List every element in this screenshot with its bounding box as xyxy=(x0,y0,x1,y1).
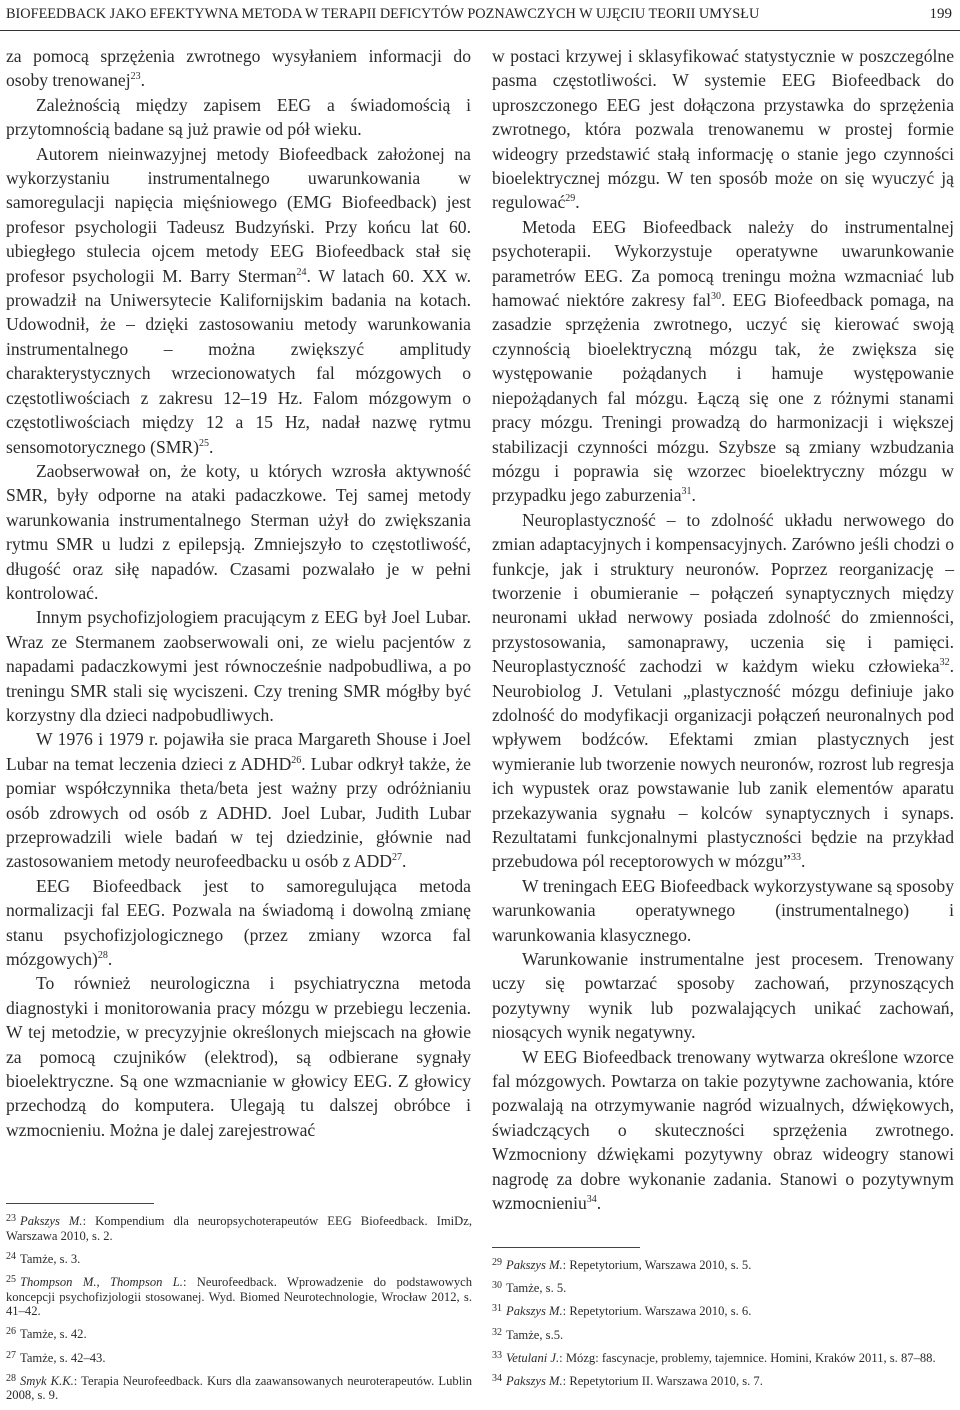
footnote-ref: 25 xyxy=(199,437,210,449)
paragraph xyxy=(492,44,954,215)
paragraph xyxy=(492,874,954,947)
footnote-text: : Kompendium dla neuropsychoterapeutów EEG Biofeedback. ImiDz, Warszawa 2010, s. 2. xyxy=(6,1214,472,1243)
footnote-ref: 34 xyxy=(586,1194,597,1206)
paragraph-text: Zależnością między zapisem EEG a świadomością i przytomnością badane są już prawie od pół wieku. xyxy=(6,94,471,140)
footnote-ref: 29 xyxy=(565,193,576,205)
footnote-number: 23 xyxy=(6,1213,16,1224)
footnote-ref: 28 xyxy=(97,950,108,962)
footnote-number: 24 xyxy=(6,1250,16,1262)
paragraph-text: w postaci krzywej i sklasyfikować statystycznie w poszczególne pasma częstotliwości. W systemie EEG Biofeedback do uproszczonego EEG jest dołączona przystawka do sprzężenia zwrotnego, która pozwala trenowanemu w prostej formie wideogry przedstawić stałą informację o stanie jego czynności bioelektrycznej mózgu. W ten sposób może on się wyuczyć ją regulować xyxy=(492,46,954,213)
paragraph-text: . W latach 60. XX w. prowadził na Uniwersytecie Kalifornijskim badania na kotach. Udowodnił, że – dzięki zastosowaniu metody warunkowania instrumentalnego – można zwiększyć amplitudy charakterystycznych wrzecionowatych fal mózgowych o częstotliwościach z zakresu 12–19 Hz. Falom mózgowym o częstotliwościach między 12 a 15 Hz, nadał nazwę rytmu sensomotorycznego (SMR) xyxy=(6,265,471,457)
footnote-author: Smyk K.K. xyxy=(20,1373,74,1388)
footnote-number: 34 xyxy=(492,1372,502,1384)
footnote xyxy=(6,1372,472,1403)
paragraph-text: . Neurobiolog J. Vetulani „plastyczność mózgu definiuje jako zdolność do modyfikacji organizacji połączeń neuronalnych pod wpływem bodźców. Efektami zmian plastycznych jest wymieranie lub tworzenie nowych neuronów, rozrost lub regresja ich wypustek oraz powstawanie lub zanik elementów aparatu przekazywania sygnału – kolców synaptycznych i synaps. Rezultatami funkcjonalnymi plastyczności będzie na przykład przebudowa pól receptorowych w mózgu” xyxy=(492,656,955,872)
paragraph-text: W EEG Biofeedback trenowany wytwarza określone wzorce fal mózgowych. Powtarza on takie pozytywne zachowania, które pozwalają na otrzymywanie nagród wizualnych, dźwiękowych, świadczących o skuteczności sprzężenia zwrotnego. Wzmocniony dźwiękami pozytywny obraz wideogry stanowi nagrodę za dobre wykonanie zadania. Stanowi o pozytywnym wzmocnieniu xyxy=(492,1046,954,1214)
footnote xyxy=(6,1250,472,1267)
footnote xyxy=(6,1349,472,1366)
paragraph-text: W 1976 i 1979 r. pojawiła sie praca Margareth Shouse i Joel Lubar na temat leczenia dzieci z ADHD xyxy=(6,729,471,774)
footnote-number: 25 xyxy=(6,1273,16,1285)
footnote-number: 29 xyxy=(492,1257,502,1268)
paragraph xyxy=(6,44,471,93)
paragraph-text: Zaobserwował on, że koty, u których wzrosła aktywność SMR, były odporne na ataki padaczkowe. Tej samej metody warunkowania instrumentalnego Sterman użył do zwiększania rytmu SMR u ludzi z epilepsją. Zmniejszyło to częstotliwość, długość oraz siłę napadów. Czasami pozwalało je w pełni kontrolować. xyxy=(6,460,471,603)
paragraph xyxy=(6,142,471,459)
footnote-author: Pakszys M. xyxy=(20,1214,83,1228)
footnote xyxy=(6,1273,472,1319)
footnote-author: Pakszys M. xyxy=(506,1258,563,1272)
footnote-text: Tamże, s. 3. xyxy=(20,1251,81,1266)
footnote-text: : Mózg: fascynacje, problemy, tajemnice. Homini, Kraków 2011, s. 87–88. xyxy=(559,1350,936,1365)
left-column xyxy=(6,44,471,1142)
running-header-title: BIOFEEDBACK JAKO EFEKTYWNA METODA W TERAPII DEFICYTÓW POZNAWCZYCH W UJĘCIU TEORII UMYSŁU xyxy=(6,6,760,22)
paragraph-text: Metoda EEG Biofeedback należy do instrumentalnej psychoterapii. Wykorzystuje operatywne uwarunkowanie parametrów EEG. Za pomocą treningu można wzmacniać lub hamować niektóre zakresy fal xyxy=(492,216,954,311)
paragraph xyxy=(492,947,954,1045)
footnote-text: : Terapia Neurofeedback. Kurs dla zaawansowanych neuroterapeutów. Lublin 2008, s. 9. xyxy=(6,1373,472,1403)
footnotes-left xyxy=(6,1203,472,1410)
paragraph-text: . xyxy=(596,1193,602,1214)
paragraph-text: za pomocą sprzężenia zwrotnego wysyłaniem informacji do osoby trenowanej xyxy=(6,46,471,91)
paragraph-text: . Lubar odkrył także, że pomiar współczynnika theta/beta jest ważny przy odróżnianiu osób zdrowych od osób z ADHD. Joel Lubar, Judith Lubar przeprowadzili wiele badań w tej dziedzinie, głównie nad zastosowaniem metody neurofeedbacku u osób z ADD xyxy=(6,753,471,872)
footnote-text: Tamże, s. 42. xyxy=(20,1327,87,1342)
paragraph xyxy=(6,605,471,727)
footnote xyxy=(6,1325,472,1342)
paragraph-text: W treningach EEG Biofeedback wykorzystywane są sposoby warunkowania operatywnego (instrumentalnego) i warunkowania klasycznego. xyxy=(492,875,954,945)
footnote-author: Thompson M., Thompson L. xyxy=(20,1274,183,1289)
footnote-ref: 26 xyxy=(291,754,302,766)
paragraph xyxy=(492,1045,954,1216)
footnote xyxy=(492,1372,954,1389)
footnote xyxy=(492,1326,954,1343)
footnote-author: Pakszys M. xyxy=(506,1304,563,1319)
paragraph xyxy=(6,874,471,972)
paragraph-text: Innym psychofizjologiem pracującym z EEG był Joel Lubar. Wraz ze Stermanem zaobserwowali oni, ze wielu pacjentów z napadami padaczkowymi jest równocześnie nadpobudliwa, a po treningu SMR stali się wyciszeni. Czy trening SMR mógłby być korzystny dla dzieci nadpobudliwych. xyxy=(6,607,471,725)
footnote-ref: 33 xyxy=(790,852,801,864)
footnote-author: Pakszys M. xyxy=(506,1373,563,1388)
paragraph-text: . xyxy=(401,851,407,872)
paragraph xyxy=(492,508,954,874)
paragraph-text: . xyxy=(800,851,806,872)
footnote-text: Tamże, s. 42–43. xyxy=(20,1350,106,1365)
running-header xyxy=(0,0,960,31)
footnote-number: 30 xyxy=(492,1280,502,1292)
footnote-ref: 23 xyxy=(130,71,141,83)
paragraph-text: . xyxy=(691,485,696,506)
footnote-number: 28 xyxy=(6,1372,16,1384)
footnote xyxy=(492,1302,954,1319)
paragraph-text: EEG Biofeedback jest to samoregulująca metoda normalizacji fal EEG. Pozwala na świadomą i dowolną zmianę stanu psychofizjologicznego (przez zmiany wzorca fal mózgowych) xyxy=(6,875,471,970)
footnotes-right xyxy=(492,1247,954,1395)
footnote-text: Tamże, s. 5. xyxy=(506,1281,567,1296)
footnote-ref: 30 xyxy=(710,291,721,303)
footnote-separator xyxy=(492,1247,640,1248)
paragraph-text: . xyxy=(209,436,214,457)
footnote xyxy=(492,1279,954,1296)
paragraph-text: Neuroplastyczność – to zdolność układu nerwowego do zmian adaptacyjnych i kompensacyjnych. Zarówno jeśli chodzi o funkcje, jak i struktury neuronów. Poprzez reorganizację – tworzenie i obumieranie – połączeń synaptycznych między neuronami układ nerwowy posiada zdolność do zmienności, przystosowania, samonaprawy, uczenia się i pamięci. Neuroplastyczność zachodzi w każdym wieku człowieka xyxy=(492,509,954,677)
paragraph-text: . xyxy=(575,192,580,213)
footnote xyxy=(492,1256,954,1273)
footnote-text: : Neurofeedback. Wprowadzenie do podstawowych koncepcji psychofizjologii stosowanej. Wyd. Biomed Neurotechnologie, Wrocław 2012, s. 41–42. xyxy=(6,1274,472,1319)
footnote xyxy=(492,1349,954,1366)
footnote-text: : Repetytorium. Warszawa 2010, s. 6. xyxy=(562,1304,752,1319)
paragraph xyxy=(6,971,471,1142)
paragraph-text: To również neurologiczna i psychiatryczna metoda diagnostyki i monitorowania pracy mózgu w przebiegu leczenia. W tej metodzie, w precyzyjnie określonych miejscach na głowie za pomocą czujników (elektrod), są odbierane sygnały bioelektryczne. Są one wzmacnianie w głowicy EEG. Z głowicy przechodzą do komputera. Ulegają tu dalszej obróbce i wzmocnieniu. Można je dalej zarejestrować xyxy=(6,973,471,1140)
footnote-number: 32 xyxy=(492,1326,502,1338)
footnote-text: Tamże, s.5. xyxy=(506,1327,564,1342)
paragraph-text: Autorem nieinwazyjnej metody Biofeedback założonej na wykorzystaniu instrumentalnego uwarunkowania w samoregulacji napięcia mięśniowego (EMG Biofeedback) jest profesor psychologii Tadeusz Budzyński. Przy końcu lat 60. ubiegłego stulecia ojcem metody EEG Biofeedback stał się profesor psychologii M. Barry Sterman xyxy=(6,143,471,286)
footnote-ref: 24 xyxy=(296,266,307,278)
paragraph xyxy=(492,215,954,508)
footnote xyxy=(6,1212,472,1243)
paragraph-text: . xyxy=(107,949,113,970)
footnote-author: Vetulani J. xyxy=(506,1350,560,1365)
paragraph-text: . EEG Biofeedback pomaga, na zasadzie sprzężenia zwrotnego, uczyć się kierować swoją czynnością bioelektryczną mózgu tak, że zwiększa się występowanie pożądanych i hamuje występowanie niepożądanych fal mózgu. Łączą się one z różnymi stanami pracy mózgu. Treningi prowadzą do harmonizacji i większej stabilizacji czynności mózgu. Szybsze są zmiany wzbudzania mózgu i poprawia się wzorzec bioelektryczny mózgu w przypadku jego zaburzenia xyxy=(492,290,954,506)
footnote-number: 26 xyxy=(6,1326,16,1338)
footnote-text: : Repetytorium, Warszawa 2010, s. 5. xyxy=(562,1258,752,1272)
footnote-ref: 27 xyxy=(391,852,402,864)
footnote-text: : Repetytorium II. Warszawa 2010, s. 7. xyxy=(562,1373,763,1388)
paragraph-text: . xyxy=(140,70,145,91)
footnote-number: 27 xyxy=(6,1349,16,1361)
page-number: 199 xyxy=(929,6,952,22)
paragraph xyxy=(6,727,471,873)
footnote-number: 31 xyxy=(492,1303,502,1315)
footnote-ref: 31 xyxy=(681,486,692,498)
footnote-ref: 32 xyxy=(939,657,950,669)
paragraph xyxy=(6,93,471,142)
paragraph xyxy=(6,459,471,605)
paragraph-text: Warunkowanie instrumentalne jest procesem. Trenowany uczy się powtarzać sposoby zachowań, przynoszących pozytywny wynik lub pozwalających unikać zachowań, niosących wynik negatywny. xyxy=(492,949,954,1043)
footnote-number: 33 xyxy=(492,1349,502,1361)
footnote-separator xyxy=(6,1203,154,1204)
right-column xyxy=(492,44,954,1216)
